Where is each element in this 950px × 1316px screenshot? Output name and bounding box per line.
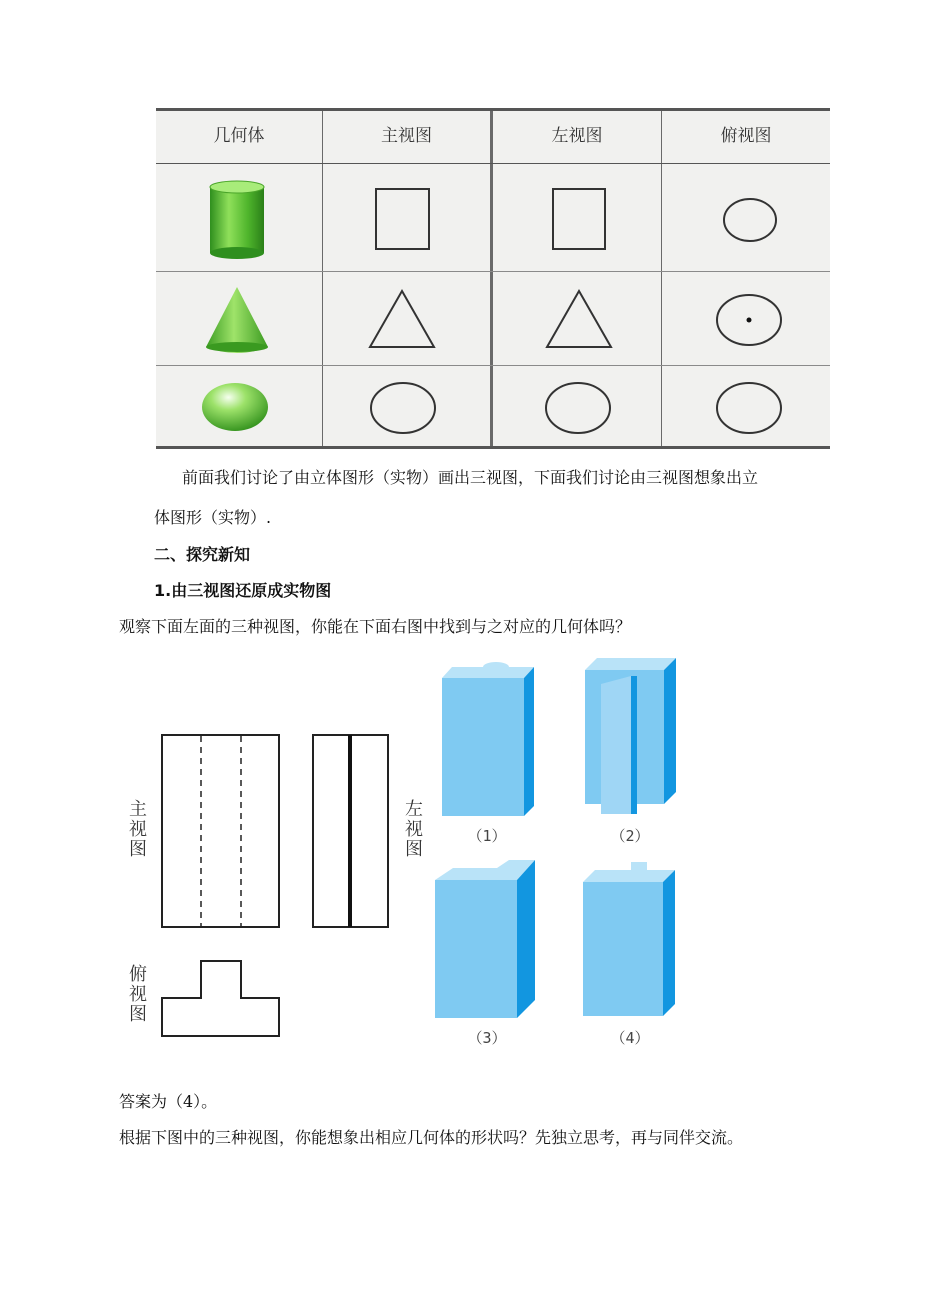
cone-icon xyxy=(206,287,268,353)
table-header-left-view: 左视图 xyxy=(551,126,603,146)
sphere-icon xyxy=(202,383,268,431)
left-view-drawing xyxy=(313,735,388,927)
option-caption-1: （1） xyxy=(467,827,507,845)
table-header-front-view: 主视图 xyxy=(381,126,432,146)
left-view-rectangle xyxy=(553,189,605,249)
left-view-label: 左视图 xyxy=(405,799,423,860)
solid-option-3 xyxy=(435,860,535,1018)
option-caption-3: （3） xyxy=(467,1029,507,1047)
table-header-top-view: 俯视图 xyxy=(720,126,772,146)
front-view-circle xyxy=(371,383,435,433)
front-view-rectangle xyxy=(376,189,429,249)
table-drawings xyxy=(156,111,830,449)
left-view-circle xyxy=(546,383,610,433)
solid-option-1 xyxy=(442,662,534,816)
paragraph-intro-line1: 前面我们讨论了由立体图形（实物）画出三视图，下面我们讨论由三视图想象出立 xyxy=(182,468,759,487)
question2-text: 根据下图中的三种视图，你能想象出相应几何体的形状吗？先独立思考，再与同伴交流。 xyxy=(119,1128,744,1147)
option-caption-4: （4） xyxy=(610,1029,650,1047)
three-views-table xyxy=(156,108,830,449)
top-view-circle xyxy=(717,383,781,433)
answer-text: 答案为（4）。 xyxy=(119,1092,218,1111)
section-heading: 二、探究新知 xyxy=(154,545,251,564)
front-view-drawing xyxy=(162,735,279,927)
front-view-label: 主视图 xyxy=(129,799,147,860)
table-header-solid: 几何体 xyxy=(213,126,265,146)
subsection-heading: 1.由三视图还原成实物图 xyxy=(154,581,332,600)
solid-option-4 xyxy=(583,862,675,1016)
left-view-triangle xyxy=(547,291,611,347)
option-caption-2: （2） xyxy=(610,827,650,845)
three-views-drawing xyxy=(155,728,395,1043)
top-view-drawing xyxy=(162,961,279,1036)
solid-option-2 xyxy=(585,658,676,814)
top-view-circle-with-dot xyxy=(717,295,781,345)
paragraph-intro-line2: 体图形（实物）. xyxy=(154,508,272,527)
question-text: 观察下面左面的三种视图，你能在下面右图中找到与之对应的几何体吗？ xyxy=(119,617,632,636)
top-view-label: 俯视图 xyxy=(129,964,147,1025)
front-view-triangle xyxy=(370,291,434,347)
top-view-circle xyxy=(724,199,776,241)
cylinder-icon xyxy=(210,181,264,259)
